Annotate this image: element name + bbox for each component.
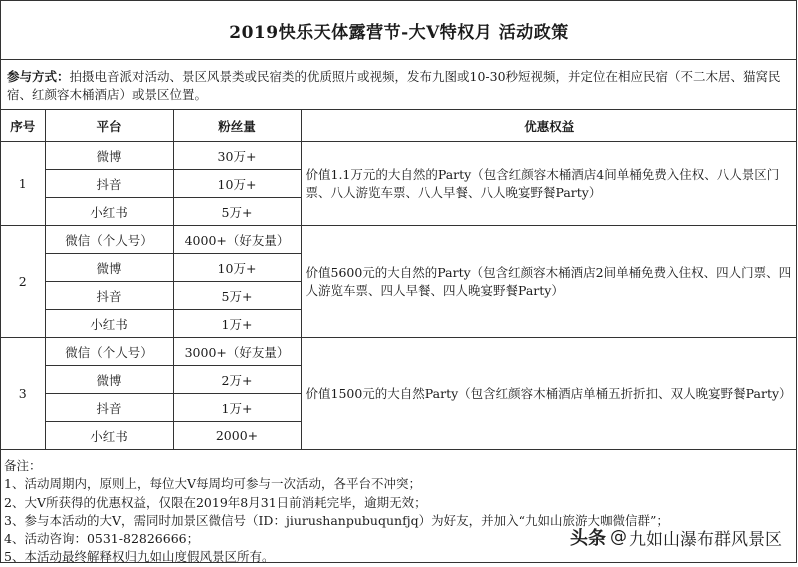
platform-cell: 微信（个人号） [45, 226, 173, 254]
table-row [1, 338, 797, 366]
fans-cell: 5万+ [173, 282, 301, 310]
table-row [1, 142, 797, 170]
participation-method [1, 59, 797, 110]
note-item: 5、本活动最终解释权归九如山度假风景区所有。 [4, 549, 275, 565]
fans-cell: 10万+ [173, 254, 301, 282]
platform-cell: 抖音 [45, 170, 173, 198]
fans-cell: 5万+ [173, 198, 301, 226]
fans-cell: 1万+ [173, 394, 301, 422]
group-number: 3 [1, 338, 45, 450]
note-item: 2、大V所获得的优惠权益，仅限在2019年8月31日前消耗完毕，逾期无效； [4, 494, 427, 510]
header-fans: 粉丝量 [173, 110, 301, 142]
platform-cell: 抖音 [45, 394, 173, 422]
platform-cell: 抖音 [45, 282, 173, 310]
notes-heading: 备注： [4, 458, 42, 473]
fans-cell: 2000+ [173, 422, 301, 450]
policy-table [1, 110, 797, 450]
header-benefit: 优惠权益 [301, 110, 797, 142]
benefit-cell: 价值1.1万元的大自然的Party（包含红颜容木桶酒店4间单桶免费入住权、八人景区门票、八人游览车票、八人早餐、八人晚宴野餐Party） [301, 142, 797, 226]
fans-cell: 10万+ [173, 170, 301, 198]
toutiao-logo: 头条 [570, 528, 606, 549]
document-title: 2019快乐天体露营节-大V特权月 活动政策 [1, 1, 797, 60]
method-text: 拍摄电音派对活动、景区风景类或民宿类的优质照片或视频，发布九图或10-30秒短视频，并定位在相应民宿（不二木居、猫窝民宿、红颜容木桶酒店）或景区位置。 [7, 69, 781, 102]
fans-cell: 2万+ [173, 366, 301, 394]
platform-cell: 微博 [45, 142, 173, 170]
platform-cell: 小红书 [45, 422, 173, 450]
platform-cell: 微信（个人号） [45, 338, 173, 366]
group-number: 1 [1, 142, 45, 226]
watermark-account: 九如山瀑布群风景区 [629, 529, 782, 550]
header-no: 序号 [1, 110, 45, 142]
header-platform: 平台 [45, 110, 173, 142]
at-sign: @ [610, 527, 627, 547]
platform-cell: 微博 [45, 366, 173, 394]
group-number: 2 [1, 226, 45, 338]
fans-cell: 3000+（好友量） [173, 338, 301, 366]
note-item: 1、活动周期内，原则上，每位大V每周均可参与一次活动，各平台不冲突； [4, 476, 421, 492]
note-item: 3、参与本活动的大V，需同时加景区微信号（ID：jiurushanpubuqunfjq）为好友，并加入“九如山旅游大咖微信群”； [4, 512, 669, 528]
fans-cell: 4000+（好友量） [173, 226, 301, 254]
note-item: 4、活动咨询：0531-82826666； [4, 531, 200, 547]
table-row [1, 226, 797, 254]
table-header-row [1, 110, 797, 142]
method-label: 参与方式： [7, 69, 70, 84]
benefit-cell: 价值5600元的大自然的Party（包含红颜容木桶酒店2间单桶免费入住权、四人门票、四人游览车票、四人早餐、四人晚宴野餐Party） [301, 226, 797, 338]
platform-cell: 微博 [45, 254, 173, 282]
platform-cell: 小红书 [45, 310, 173, 338]
platform-cell: 小红书 [45, 198, 173, 226]
fans-cell: 30万+ [173, 142, 301, 170]
fans-cell: 1万+ [173, 310, 301, 338]
watermark [570, 524, 782, 550]
benefit-cell: 价值1500元的大自然Party（包含红颜容木桶酒店单桶五折折扣、双人晚宴野餐Party） [301, 338, 797, 450]
